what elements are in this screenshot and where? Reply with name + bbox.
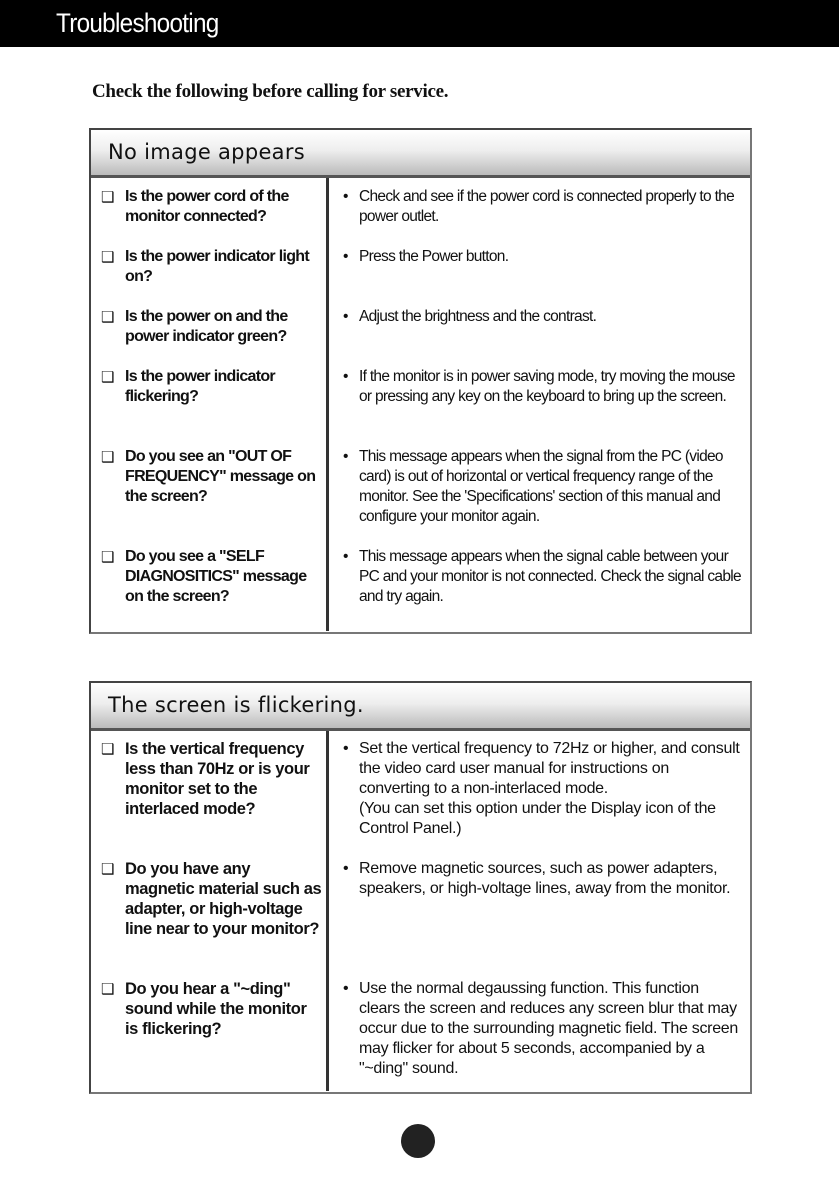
question-text: Is the power indicator flickering? [125, 368, 275, 405]
answer-text: This message appears when the signal from the PC (video card) is out of horizontal or vertical frequency range of the monitor. See the 'Specifications' section of this manual and configure your monitor again. [359, 448, 723, 525]
question-text: Is the power cord of the monitor connected? [125, 188, 289, 225]
question [101, 547, 323, 607]
answer-text: Use the normal degaussing function. This function clears the screen and reduces any screen blur that may occur due to the surrounding magnetic field. The screen may flicker for about 5 seconds, accompanied by a "~ding" sound. [359, 980, 738, 1077]
bullet-icon: • [343, 248, 348, 265]
answer-text: This message appears when the signal cable between your PC and your monitor is not connected. Check the signal cable and try again. [359, 548, 741, 605]
question-text: Is the vertical frequency less than 70Hz or is your monitor set to the interlaced mode? [125, 740, 310, 818]
answer-text: Set the vertical frequency to 72Hz or higher, and consult the video card user manual for instructions on converting to a non-interlaced mode. [359, 740, 740, 797]
page-header-bar [0, 0, 839, 47]
question [101, 247, 323, 287]
answer [343, 187, 743, 227]
checkbox-icon: ❑ [101, 449, 114, 466]
question [101, 187, 323, 227]
checkbox-icon: ❑ [101, 369, 114, 386]
answer [343, 447, 743, 527]
answer [343, 859, 743, 899]
question [101, 447, 323, 507]
page-number-dot [401, 1124, 435, 1158]
answer-note: (You can set this option under the Display icon of the Control Panel.) [359, 800, 716, 837]
question-text: Do you see an "OUT OF FREQUENCY" message on the screen? [125, 448, 316, 505]
question-text: Do you have any magnetic material such as adapter, or high-voltage line near to your monitor? [125, 860, 322, 938]
bullet-icon: • [343, 548, 348, 565]
bullet-icon: • [343, 980, 349, 997]
bullet-icon: • [343, 740, 349, 757]
answer [343, 547, 743, 607]
page-title: Troubleshooting [56, 8, 219, 38]
question [101, 859, 323, 939]
answer-text: Remove magnetic sources, such as power adapters, speakers, or high-voltage lines, away from the monitor. [359, 860, 731, 897]
section-no-image [89, 128, 752, 634]
answer [343, 739, 743, 839]
question [101, 367, 323, 407]
question-text: Do you see a "SELF DIAGNOSITICS" message on the screen? [125, 548, 307, 605]
section-title: No image appears [91, 130, 750, 178]
checkbox-icon: ❑ [101, 189, 114, 206]
checkbox-icon: ❑ [101, 981, 115, 998]
checkbox-icon: ❑ [101, 309, 114, 326]
answer [343, 979, 743, 1079]
checkbox-icon: ❑ [101, 249, 114, 266]
answer [343, 367, 743, 407]
question-text: Do you hear a "~ding" sound while the monitor is flickering? [125, 980, 307, 1038]
question-text: Is the power indicator light on? [125, 248, 309, 285]
question [101, 979, 323, 1039]
answer-text: Check and see if the power cord is connected properly to the power outlet. [359, 188, 735, 225]
question [101, 307, 323, 347]
column-divider [326, 731, 329, 1091]
answer-text: If the monitor is in power saving mode, try moving the mouse or pressing any key on the keyboard to bring up the screen. [359, 368, 735, 405]
intro-text: Check the following before calling for service. [92, 81, 449, 102]
checkbox-icon: ❑ [101, 741, 115, 758]
answer-text: Press the Power button. [359, 248, 509, 265]
question-text: Is the power on and the power indicator green? [125, 308, 288, 345]
question [101, 739, 323, 819]
bullet-icon: • [343, 308, 348, 325]
checkbox-icon: ❑ [101, 549, 114, 566]
section-title: The screen is flickering. [91, 683, 750, 731]
bullet-icon: • [343, 368, 348, 385]
answer [343, 307, 743, 327]
answer [343, 247, 743, 267]
section-flickering [89, 681, 752, 1094]
checkbox-icon: ❑ [101, 861, 115, 878]
bullet-icon: • [343, 860, 349, 877]
answer-text: Adjust the brightness and the contrast. [359, 308, 597, 325]
column-divider [326, 178, 329, 631]
bullet-icon: • [343, 188, 348, 205]
bullet-icon: • [343, 448, 348, 465]
